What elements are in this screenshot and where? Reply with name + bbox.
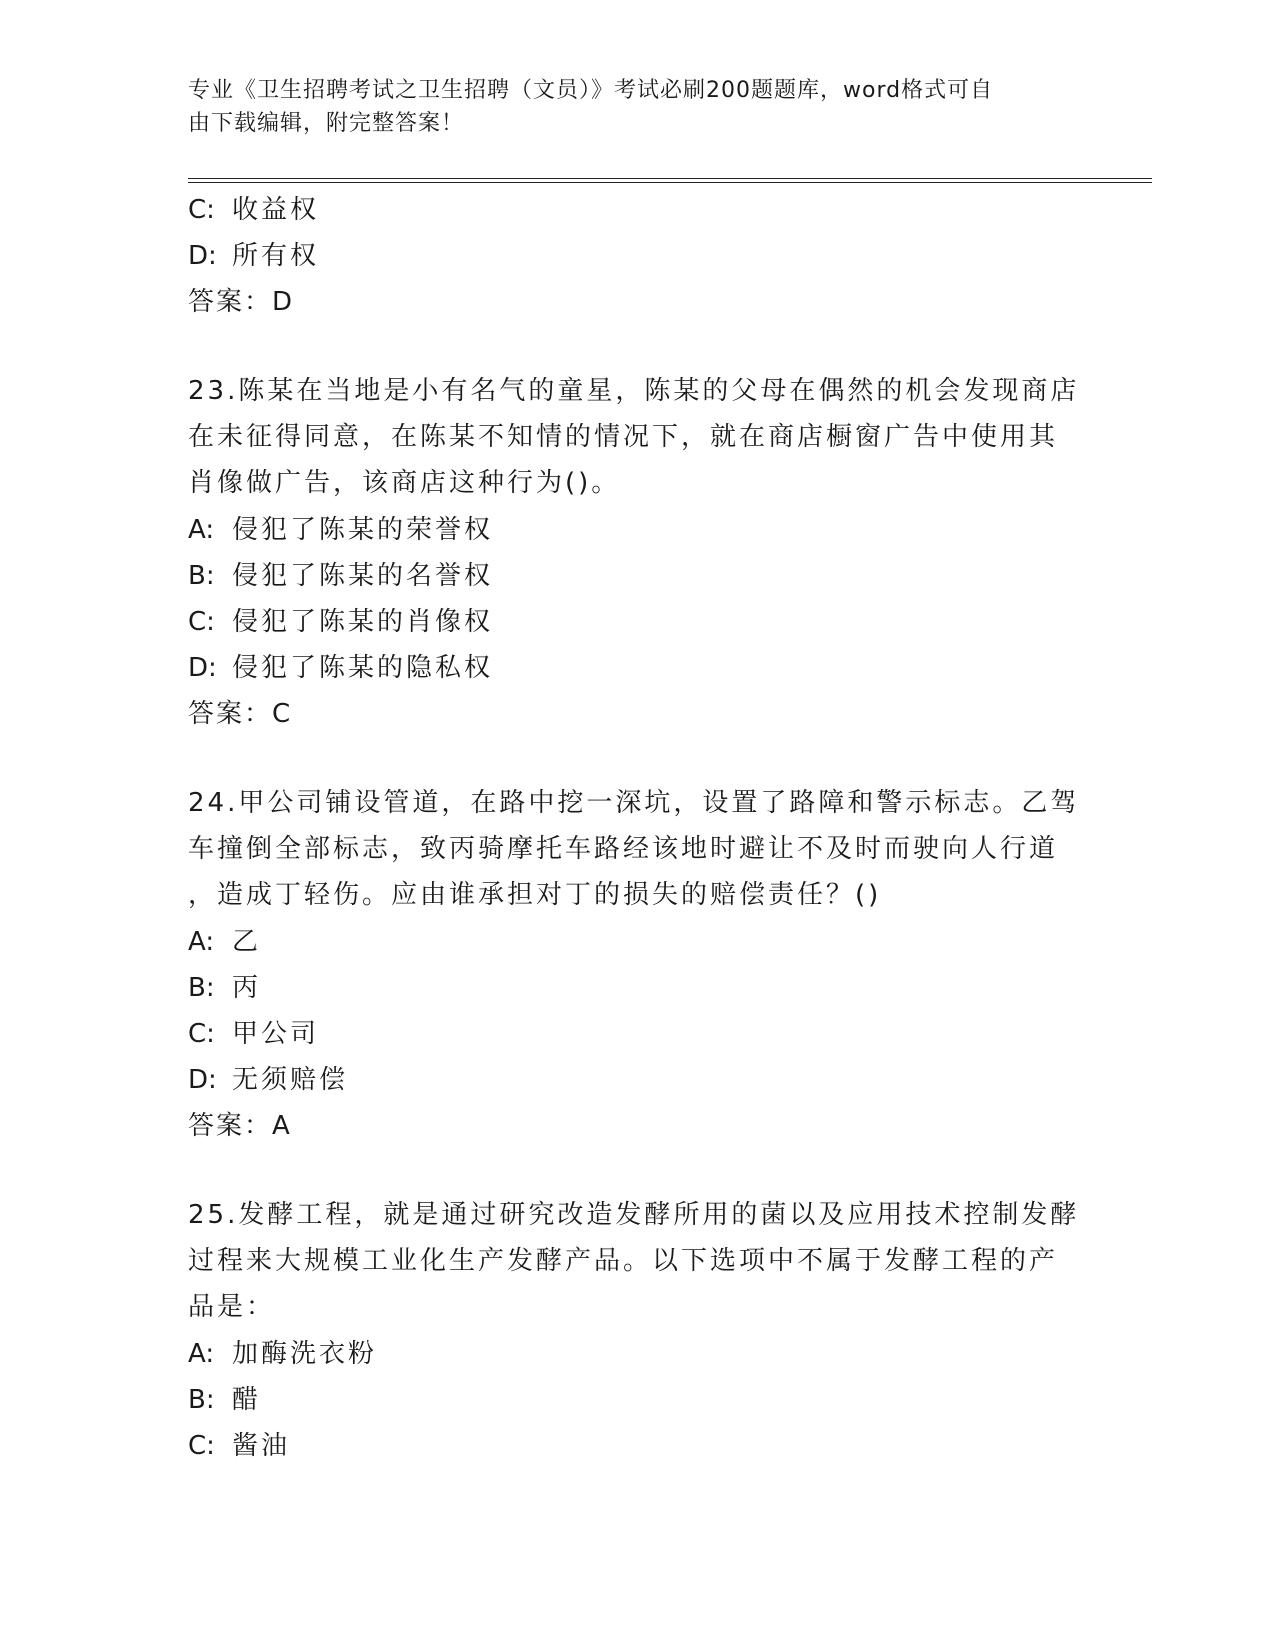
- option-label: A:: [188, 515, 215, 545]
- option-label: D:: [188, 1065, 217, 1095]
- option-label: D:: [188, 241, 217, 271]
- option-c: [188, 1423, 1088, 1469]
- option-text: 醋: [232, 1385, 262, 1415]
- option-d: [188, 233, 1088, 279]
- question-stem-line: 23.陈某在当地是小有名气的童星，陈某的父母在偶然的机会发现商店: [188, 376, 1080, 406]
- option-label: D:: [188, 653, 217, 683]
- option-c: [188, 187, 1088, 233]
- answer-line: 答案：C: [188, 699, 293, 729]
- question-content: [188, 187, 1088, 1469]
- option-d: [188, 1057, 1088, 1103]
- option-label: C:: [188, 195, 215, 225]
- option-label: C:: [188, 1431, 215, 1461]
- option-a: [188, 507, 1088, 553]
- question-stem-line: 25.发酵工程，就是通过研究改造发酵所用的菌以及应用技术控制发酵: [188, 1200, 1080, 1230]
- option-text: 侵犯了陈某的隐私权: [232, 653, 494, 683]
- option-b: [188, 553, 1088, 599]
- answer-line: 答案：A: [188, 1111, 292, 1141]
- answer-line: 答案：D: [188, 287, 295, 317]
- question-stem-line: 过程来大规模工业化生产发酵产品。以下选项中不属于发酵工程的产: [188, 1246, 1059, 1276]
- option-label: B:: [188, 973, 215, 1003]
- option-label: C:: [188, 607, 215, 637]
- header-title-line-1: 专业《卫生招聘考试之卫生招聘（文员）》考试必刷200题题库，word格式可自: [188, 78, 994, 103]
- option-label: B:: [188, 1385, 215, 1415]
- option-b: [188, 965, 1088, 1011]
- question-stem-line: 品是：: [188, 1292, 276, 1322]
- option-text: 侵犯了陈某的名誉权: [232, 561, 494, 591]
- header-title-line-2: 由下载编辑，附完整答案！: [188, 111, 465, 136]
- header-divider: [188, 178, 1152, 183]
- question-stem-line: 24.甲公司铺设管道，在路中挖一深坑，设置了路障和警示标志。乙驾: [188, 788, 1080, 818]
- question-23: [188, 369, 1088, 737]
- option-label: B:: [188, 561, 215, 591]
- option-c: [188, 599, 1088, 645]
- option-text: 丙: [232, 973, 262, 1003]
- option-text: 侵犯了陈某的荣誉权: [232, 515, 494, 545]
- question-stem-line: 在未征得同意，在陈某不知情的情况下，就在商店橱窗广告中使用其: [188, 422, 1059, 452]
- option-text: 无须赔偿: [232, 1065, 349, 1095]
- question-22-tail: [188, 187, 1088, 325]
- option-text: 乙: [232, 927, 262, 957]
- option-a: [188, 1331, 1088, 1377]
- question-stem-line: 肖像做广告，该商店这种行为()。: [188, 468, 621, 498]
- page-header: [188, 74, 1068, 140]
- option-text: 酱油: [232, 1431, 291, 1461]
- option-label: A:: [188, 1339, 215, 1369]
- option-text: 侵犯了陈某的肖像权: [232, 607, 494, 637]
- question-24: [188, 781, 1088, 1149]
- option-text: 加酶洗衣粉: [232, 1339, 378, 1369]
- option-text: 收益权: [232, 195, 320, 225]
- option-text: 所有权: [232, 241, 320, 271]
- question-25: [188, 1193, 1088, 1469]
- question-stem-line: ，造成丁轻伤。应由谁承担对丁的损失的赔偿责任？(): [188, 880, 882, 910]
- option-b: [188, 1377, 1088, 1423]
- option-a: [188, 919, 1088, 965]
- option-label: C:: [188, 1019, 215, 1049]
- option-c: [188, 1011, 1088, 1057]
- question-stem-line: 车撞倒全部标志，致丙骑摩托车路经该地时避让不及时而驶向人行道: [188, 834, 1059, 864]
- option-label: A:: [188, 927, 215, 957]
- option-d: [188, 645, 1088, 691]
- option-text: 甲公司: [232, 1019, 320, 1049]
